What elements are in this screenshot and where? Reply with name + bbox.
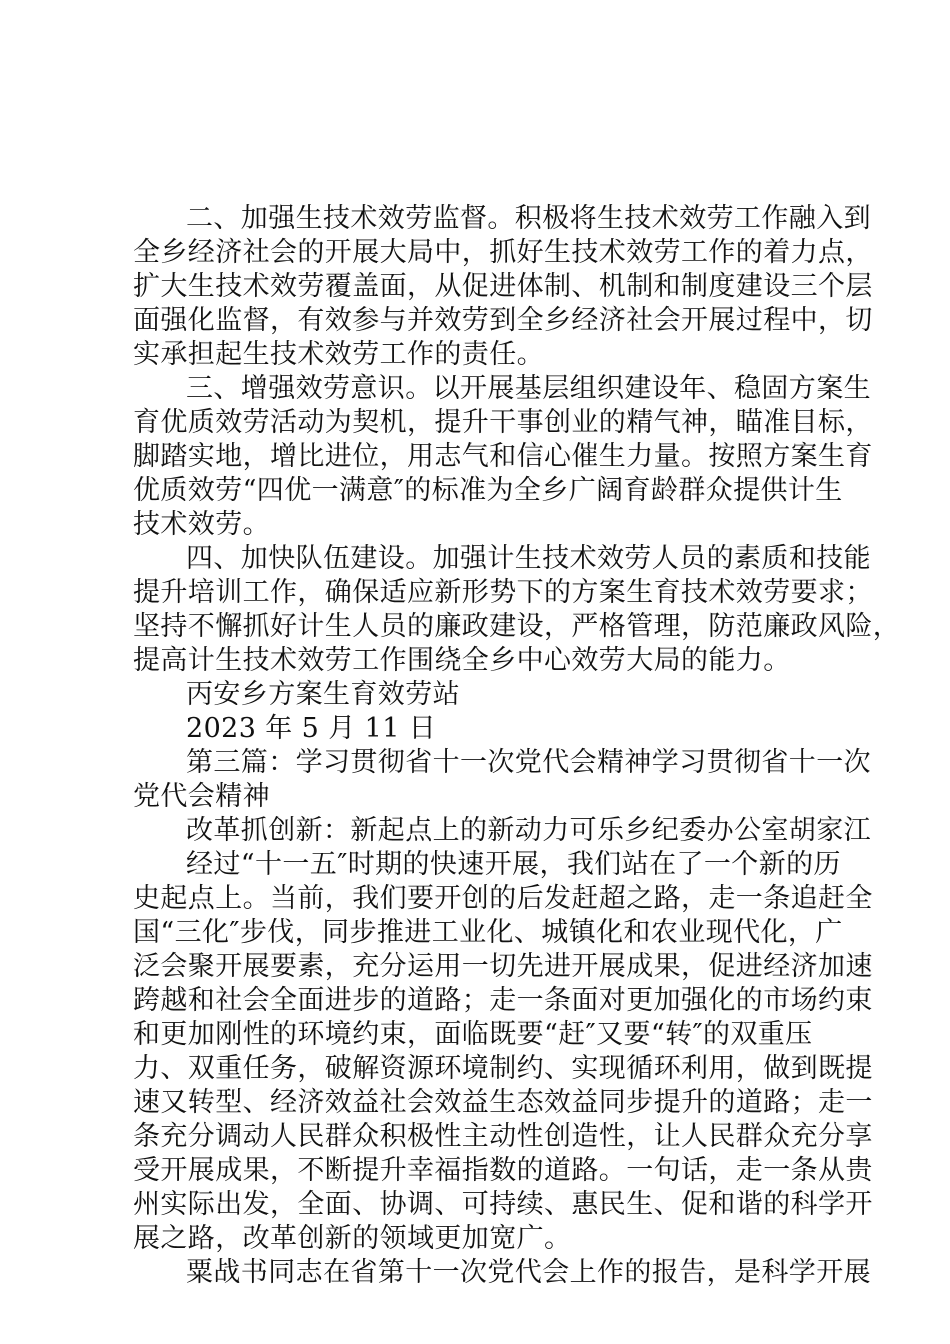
body-line-12: 展之路，改革创新的领域更加宽广。 xyxy=(133,1223,572,1254)
paragraph-4-line-2: 提升培训工作，确保适应新形势下的方案生育技术效劳要求； xyxy=(133,577,873,608)
paragraph-2-line-3: 扩大生技术效劳覆盖面，从促进体制、机制和制度建设三个层 xyxy=(133,271,873,302)
body-line-11: 州实际出发，全面、协调、可持续、惠民生、促和谐的科学开 xyxy=(133,1189,873,1220)
body-line-8: 速又转型、经济效益社会效益生态效益同步提升的道路；走一 xyxy=(133,1087,873,1118)
signature-org: 丙安乡方案生育效劳站 xyxy=(186,679,460,710)
paragraph-2-line-1: 二、加强生技术效劳监督。积极将生技术效劳工作融入到 xyxy=(186,203,871,234)
body-line-6: 和更加刚性的环境约束，面临既要“赶″又要“转″的双重压 xyxy=(133,1019,813,1050)
paragraph-3-line-4: 优质效劳“四优一满意″的标准为全乡广阔育龄群众提供计生 xyxy=(133,475,843,506)
paragraph-4-line-4: 提高计生技术效劳工作围绕全乡中心效劳大局的能力。 xyxy=(133,645,791,676)
section-title-line-2: 党代会精神 xyxy=(133,781,270,812)
paragraph-3-line-1: 三、增强效劳意识。以开展基层组织建设年、稳固方案生 xyxy=(186,373,871,404)
body-line-3: 国“三化″步伐，同步推进工业化、城镇化和农业现代化，广 xyxy=(133,917,843,948)
body-line-5: 跨越和社会全面进步的道路；走一条面对更加强化的市场约束 xyxy=(133,985,873,1016)
body-line-9: 条充分调动人民群众积极性主动性创造性，让人民群众充分享 xyxy=(133,1121,873,1152)
paragraph-2-line-5: 实承担起生技术效劳工作的责任。 xyxy=(133,339,544,370)
section-title-line-1: 第三篇：学习贯彻省十一次党代会精神学习贯彻省十一次 xyxy=(186,747,871,778)
article-subtitle: 改革抓创新：新起点上的新动力可乐乡纪委办公室胡家江 xyxy=(186,815,871,846)
paragraph-4-line-3: 坚持不懈抓好计生人员的廉政建设，严格管理，防范廉政风险， xyxy=(133,611,901,642)
paragraph-4-line-1: 四、加快队伍建设。加强计生技术效劳人员的素质和技能 xyxy=(186,543,871,574)
body-line-2: 史起点上。当前，我们要开创的后发赶超之路，走一条追赶全 xyxy=(133,883,873,914)
paragraph-2-line-4: 面强化监督，有效参与并效劳到全乡经济社会开展过程中，切 xyxy=(133,305,873,336)
paragraph-3-line-5: 技术效劳。 xyxy=(133,509,270,540)
signature-date: 2023 年 5 月 11 日 xyxy=(186,713,437,744)
paragraph-3-line-2: 育优质效劳活动为契机，提升干事创业的精气神，瞄准目标， xyxy=(133,407,873,438)
paragraph-3-line-3: 脚踏实地，增比进位，用志气和信心催生力量。按照方案生育 xyxy=(133,441,873,472)
body-line-7: 力、双重任务，破解资源环境制约、实现循环利用，做到既提 xyxy=(133,1053,873,1084)
body-line-4: 泛会聚开展要素，充分运用一切先进开展成果，促进经济加速 xyxy=(133,951,873,982)
body-line-10: 受开展成果，不断提升幸福指数的道路。一句话，走一条从贵 xyxy=(133,1155,873,1186)
paragraph-2-line-2: 全乡经济社会的开展大局中，抓好生技术效劳工作的着力点， xyxy=(133,237,873,268)
body-line-13: 粟战书同志在省第十一次党代会上作的报告，是科学开展 xyxy=(186,1257,871,1288)
body-line-1: 经过“十一五″时期的快速开展，我们站在了一个新的历 xyxy=(186,849,841,880)
